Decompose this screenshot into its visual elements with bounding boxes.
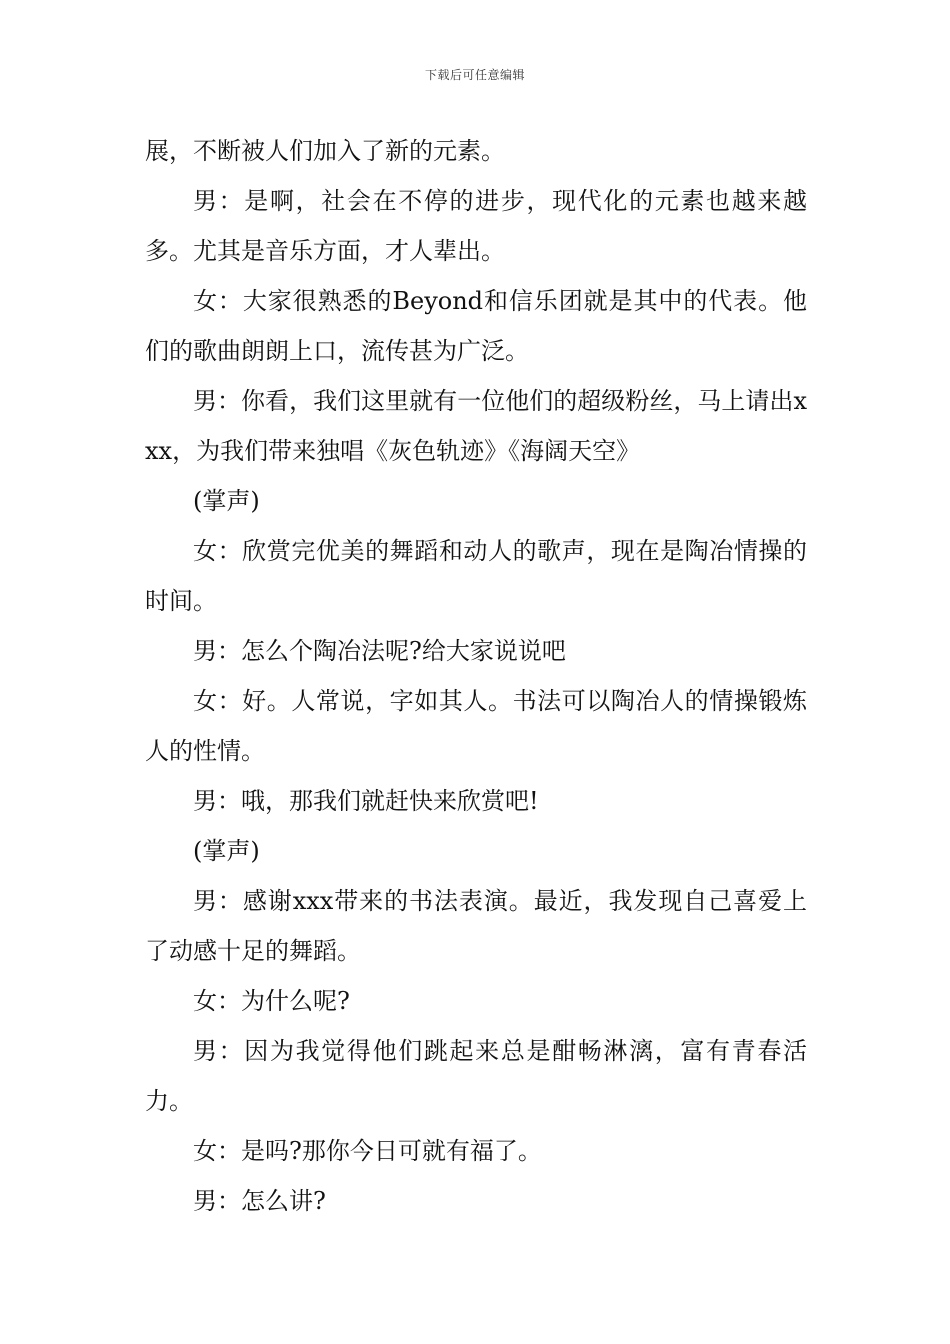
paragraph: 男：怎么讲?: [193, 1187, 326, 1215]
paragraph: 男：你看，我们这里就有一位他们的超级粉丝，马上请出xxx，为我们带来独唱《灰色轨迹》《海阔天空》: [145, 387, 807, 465]
document-body: [145, 126, 807, 1226]
paragraph: 展，不断被人们加入了新的元素。: [145, 137, 505, 165]
page-header: 下载后可任意编辑: [424, 68, 525, 82]
paragraph: 男：因为我觉得他们跳起来总是酣畅淋漓，富有青春活力。: [145, 1037, 807, 1115]
paragraph: 男：是啊，社会在不停的进步，现代化的元素也越来越多。尤其是音乐方面，才人辈出。: [145, 187, 807, 265]
paragraph: 女：是吗?那你今日可就有福了。: [193, 1137, 542, 1165]
paragraph: 男：哦，那我们就赶快来欣赏吧!: [193, 787, 539, 815]
paragraph: 女：欣赏完优美的舞蹈和动人的歌声，现在是陶冶情操的时间。: [145, 537, 807, 615]
paragraph: (掌声): [193, 837, 260, 865]
paragraph: (掌声): [193, 487, 260, 515]
paragraph: 女：为什么呢?: [193, 987, 350, 1015]
paragraph: 男：感谢xxx带来的书法表演。最近，我发现自己喜爱上了动感十足的舞蹈。: [145, 887, 807, 965]
paragraph: 女：大家很熟悉的Beyond和信乐团就是其中的代表。他们的歌曲朗朗上口，流传甚为广泛。: [145, 287, 807, 365]
paragraph: 男：怎么个陶冶法呢?给大家说说吧: [193, 637, 566, 665]
paragraph: 女：好。人常说，字如其人。书法可以陶冶人的情操锻炼人的性情。: [145, 687, 807, 765]
